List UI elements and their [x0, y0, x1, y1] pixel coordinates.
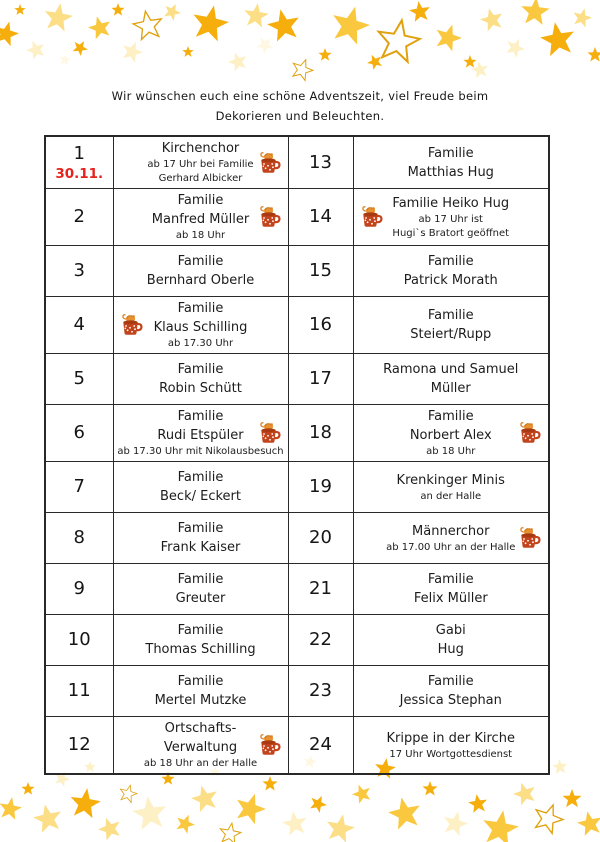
day-number: 4	[73, 314, 85, 335]
star-icon-group	[0, 0, 600, 82]
entry-line: Familie	[177, 572, 224, 587]
mug-icon	[257, 420, 283, 446]
calendar-row	[45, 297, 549, 354]
header-line-2: Dekorieren und Beleuchten.	[215, 109, 385, 123]
entry-line: Familie	[177, 521, 224, 536]
entry-line: Familie	[177, 301, 224, 316]
entry-line: ab 17.30 Uhr	[167, 338, 234, 349]
day-cell-14	[288, 189, 353, 246]
day-number: 7	[73, 476, 85, 497]
entry-line: Familie	[427, 308, 474, 323]
day-number: 24	[309, 734, 332, 755]
day-cell-8	[45, 513, 113, 564]
entry-cell-14	[353, 189, 549, 246]
day-number: 2	[73, 206, 85, 227]
day-cell-11	[45, 666, 113, 717]
mug-icon	[257, 204, 283, 230]
day-cell-24	[288, 717, 353, 775]
mug-icon	[517, 525, 543, 551]
calendar-table-body	[45, 136, 549, 774]
calendar-row	[45, 189, 549, 246]
entry-line: Familie	[177, 470, 224, 485]
entry-line: Bernhard Oberle	[146, 273, 255, 288]
day-number: 1	[73, 142, 85, 164]
entry-cell-2	[113, 189, 288, 246]
day-number: 3	[73, 260, 85, 281]
day-number: 9	[73, 578, 85, 599]
mug-icon-svg	[119, 312, 145, 338]
day-number: 5	[73, 368, 85, 389]
entry-line: Familie	[427, 572, 474, 587]
day-cell-6	[45, 405, 113, 462]
entry-line: Familie	[177, 362, 224, 377]
day-cell-15	[288, 246, 353, 297]
entry-cell-5	[113, 354, 288, 405]
mug-icon-svg	[517, 525, 543, 551]
entry-cell-9	[113, 564, 288, 615]
mug-icon-svg	[257, 150, 283, 176]
entry-cell-4	[113, 297, 288, 354]
mug-icon	[359, 204, 385, 230]
entry-cell-3	[113, 246, 288, 297]
entry-line: Rudi Etspüler	[157, 428, 244, 443]
entry-line: Familie	[177, 409, 224, 424]
entry-line: ab 18 Uhr	[175, 230, 226, 241]
day-cell-5	[45, 354, 113, 405]
entry-line: Familie	[427, 409, 474, 424]
entry-line: ab 17 Uhr bei Familie	[147, 159, 254, 170]
entry-cell-19	[353, 462, 549, 513]
entry-line: Matthias Hug	[407, 164, 494, 180]
calendar-row	[45, 405, 549, 462]
entry-line: Krippe in der Kirche	[386, 730, 515, 746]
entry-cell-1	[113, 136, 288, 189]
mug-icon-svg	[257, 420, 283, 446]
day-cell-4	[45, 297, 113, 354]
calendar-row	[45, 136, 549, 189]
entry-cell-21	[353, 564, 549, 615]
entry-line: Familie Heiko Hug	[392, 195, 510, 211]
entry-line: Norbert Alex	[409, 428, 492, 443]
entry-line: Kirchenchor	[161, 141, 240, 156]
day-number: 21	[309, 578, 332, 599]
day-number: 17	[309, 368, 332, 389]
entry-line: Ramona und Samuel	[383, 362, 519, 377]
entry-line: Steiert/Rupp	[410, 327, 492, 342]
entry-line: ab 17.00 Uhr an der Halle	[386, 541, 516, 553]
entry-line: Felix Müller	[413, 591, 488, 606]
day-cell-20	[288, 513, 353, 564]
entry-cell-8	[113, 513, 288, 564]
calendar-row	[45, 717, 549, 775]
day-cell-19	[288, 462, 353, 513]
entry-line: Gerhard Albicker	[158, 173, 243, 184]
entry-line: Mertel Mutzke	[154, 693, 247, 708]
entry-line: Müller	[430, 381, 471, 396]
entry-line: Familie	[177, 623, 224, 638]
entry-line: Hug	[437, 642, 464, 657]
entry-cell-20	[353, 513, 549, 564]
mug-icon	[517, 420, 543, 446]
calendar-row	[45, 513, 549, 564]
day-cell-21	[288, 564, 353, 615]
day-cell-16	[288, 297, 353, 354]
header-line-1: Wir wünschen euch eine schöne Adventszeit, viel Freude beim	[111, 89, 489, 103]
entry-line: Familie	[177, 674, 224, 689]
entry-line: Verwaltung	[163, 740, 238, 755]
day-number: 23	[309, 680, 332, 701]
entry-cell-13	[353, 136, 549, 189]
advent-calendar-table	[44, 135, 550, 775]
mug-icon	[119, 312, 145, 338]
calendar-row	[45, 246, 549, 297]
mug-icon-svg	[257, 732, 283, 758]
entry-cell-16	[353, 297, 549, 354]
mug-icon-svg	[257, 204, 283, 230]
entry-line: 17 Uhr Wortgottesdienst	[389, 748, 513, 760]
day-number: 15	[309, 260, 332, 281]
entry-cell-22	[353, 615, 549, 666]
entry-line: Familie	[427, 674, 474, 689]
day-cell-10	[45, 615, 113, 666]
entry-line: Krenkinger Minis	[396, 472, 505, 488]
day-number: 22	[309, 629, 332, 650]
mug-icon	[257, 150, 283, 176]
day-number: 19	[309, 476, 332, 497]
entry-cell-24	[353, 717, 549, 775]
entry-line: ab 17 Uhr ist	[418, 213, 483, 225]
entry-cell-12	[113, 717, 288, 775]
mug-icon-svg	[517, 420, 543, 446]
day-number: 13	[309, 151, 332, 173]
day-number: 10	[67, 629, 91, 650]
entry-line: Familie	[427, 145, 474, 161]
entry-line: Gabi	[435, 623, 466, 638]
day-cell-13	[288, 136, 353, 189]
entry-line: Manfred Müller	[151, 212, 250, 227]
calendar-row	[45, 615, 549, 666]
entry-line: Familie	[177, 193, 224, 208]
day-date: 30.11.	[55, 165, 104, 182]
entry-line: Beck/ Eckert	[160, 489, 241, 504]
entry-line: Familie	[427, 254, 474, 269]
day-number: 12	[67, 734, 91, 755]
entry-cell-15	[353, 246, 549, 297]
day-cell-7	[45, 462, 113, 513]
mug-icon-svg	[359, 204, 385, 230]
entry-line: Familie	[177, 254, 224, 269]
day-cell-1	[45, 136, 113, 189]
entry-cell-18	[353, 405, 549, 462]
day-number: 14	[309, 206, 332, 227]
entry-line: Männerchor	[412, 523, 490, 539]
day-cell-18	[288, 405, 353, 462]
mug-icon	[257, 732, 283, 758]
entry-line: ab 18 Uhr	[426, 446, 476, 457]
page-header	[0, 86, 600, 126]
entry-cell-17	[353, 354, 549, 405]
entry-line: ab 17.30 Uhr mit Nikolausbesuch	[117, 446, 284, 457]
day-cell-9	[45, 564, 113, 615]
day-cell-17	[288, 354, 353, 405]
day-number: 8	[73, 527, 85, 548]
entry-line: Klaus Schilling	[153, 320, 248, 335]
entry-line: Jessica Stephan	[399, 693, 502, 708]
entry-line: Greuter	[175, 591, 226, 606]
calendar-row	[45, 354, 549, 405]
entry-line: Ortschafts-	[164, 721, 237, 736]
entry-line: Robin Schütt	[159, 381, 242, 396]
entry-cell-7	[113, 462, 288, 513]
star-band-top	[0, 0, 600, 88]
day-cell-23	[288, 666, 353, 717]
entry-line: Hugi`s Bratort geöffnet	[392, 227, 510, 239]
entry-cell-6	[113, 405, 288, 462]
entry-line: Frank Kaiser	[160, 540, 241, 555]
entry-cell-11	[113, 666, 288, 717]
day-cell-3	[45, 246, 113, 297]
day-number: 18	[309, 422, 332, 443]
calendar-row	[45, 462, 549, 513]
day-number: 6	[73, 422, 85, 443]
entry-line: Thomas Schilling	[145, 642, 256, 657]
day-number: 20	[309, 527, 332, 548]
entry-cell-23	[353, 666, 549, 717]
entry-cell-10	[113, 615, 288, 666]
calendar-row	[45, 666, 549, 717]
entry-line: an der Halle	[420, 490, 482, 502]
entry-line: Patrick Morath	[403, 273, 498, 288]
day-number: 16	[309, 314, 332, 335]
day-number: 11	[67, 680, 91, 701]
day-cell-22	[288, 615, 353, 666]
entry-line: ab 18 Uhr an der Halle	[143, 758, 258, 769]
calendar-row	[45, 564, 549, 615]
day-cell-2	[45, 189, 113, 246]
day-cell-12	[45, 717, 113, 775]
